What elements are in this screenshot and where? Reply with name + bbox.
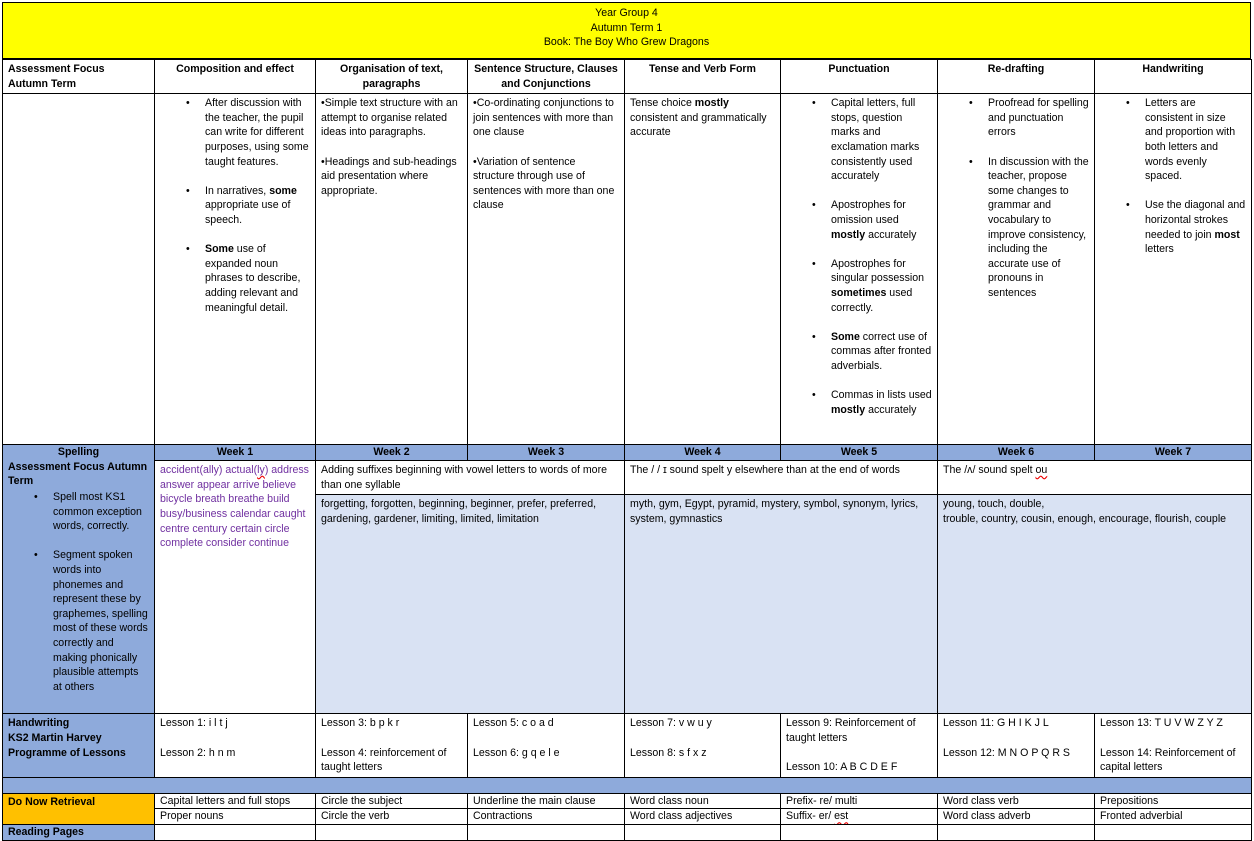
- do-now-item: Word class adjectives: [625, 809, 781, 825]
- punctuation-point: • Capital letters, full stops, question marks and exclamation marks consistently used accurately: [786, 96, 932, 184]
- do-now-row-1: [3, 793, 1252, 809]
- do-now-item: Prepositions: [1095, 793, 1252, 809]
- week-2-header: Week 2: [316, 445, 468, 461]
- reading-cell: [1095, 824, 1252, 840]
- punctuation-point: • Commas in lists used mostly accurately: [786, 388, 932, 417]
- do-now-item: Word class verb: [938, 793, 1095, 809]
- do-now-item: Contractions: [468, 809, 625, 825]
- plan-table: [2, 59, 1252, 841]
- assessment-header-row: [3, 60, 1252, 94]
- spelling-focus-point: • Spell most KS1 common exception words, correctly.: [8, 490, 149, 534]
- redrafting-cell: [938, 94, 1095, 445]
- assessment-focus-header: [3, 60, 155, 94]
- lesson-cell: Lesson 1: i l t j Lesson 2: h n m: [155, 714, 316, 777]
- week-5-header: Week 5: [781, 445, 938, 461]
- organisation-header: Organisation of text, paragraphs: [316, 60, 468, 94]
- redrafting-point: • Proofread for spelling and punctuation errors: [943, 96, 1089, 140]
- weeks-6-7-rule: The /ʌ/ sound spelt ou: [938, 461, 1252, 495]
- autumn-label: Autumn Term: [8, 77, 77, 90]
- reading-cell: [625, 824, 781, 840]
- composition-header: Composition and effect: [155, 60, 316, 94]
- term: Autumn Term 1: [590, 21, 663, 34]
- lesson-cell: Lesson 7: v w u y Lesson 8: s f x z: [625, 714, 781, 777]
- week-4-header: Week 4: [625, 445, 781, 461]
- do-now-item: Suffix- er/ est: [781, 809, 938, 825]
- lesson-cell: Lesson 5: c o a d Lesson 6: g q e l e: [468, 714, 625, 777]
- spelling-sub1: Assessment Focus Autumn: [8, 460, 148, 473]
- reading-cell: [316, 824, 468, 840]
- reading-cell: [468, 824, 625, 840]
- week-1-header: Week 1: [155, 445, 316, 461]
- redrafting-point: • In discussion with the teacher, propose some changes to grammar and vocabulary to improve consistency, including the accurate use of pronouns in sentences: [943, 155, 1089, 301]
- reading-cell: [938, 824, 1095, 840]
- reading-pages-row: [3, 824, 1252, 840]
- organisation-point: •Simple text structure with an attempt to organise related ideas into paragraphs.: [321, 97, 458, 139]
- separator-bar: [3, 777, 1252, 793]
- lesson-cell: Lesson 9: Reinforcement of taught letters Lesson 10: A B C D E F: [781, 714, 938, 777]
- do-now-item: Word class adverb: [938, 809, 1095, 825]
- spelling-rule-row: [3, 461, 1252, 495]
- week-header-row: [3, 445, 1252, 461]
- assessment-label: Assessment Focus: [8, 63, 105, 75]
- composition-point: • In narratives, some appropriate use of speech.: [160, 184, 310, 228]
- sentence-header: Sentence Structure, Clauses and Conjunctions: [468, 60, 625, 94]
- do-now-item: Circle the verb: [316, 809, 468, 825]
- do-now-item: Capital letters and full stops: [155, 793, 316, 809]
- do-now-item: Word class noun: [625, 793, 781, 809]
- punctuation-point: • Apostrophes for omission used mostly accurately: [786, 198, 932, 242]
- title-banner: [2, 2, 1251, 59]
- handwriting-cell: [1095, 94, 1252, 445]
- week-6-header: Week 6: [938, 445, 1095, 461]
- spelling-focus-point: • Segment spoken words into phonemes and represent these by graphemes, spelling most of these words correctly and making phonically plausible attempts at others: [8, 548, 149, 694]
- organisation-point: •Headings and sub-headings aid presentation where appropriate.: [321, 155, 457, 197]
- punctuation-cell: [781, 94, 938, 445]
- weeks-4-5-rule: The / / ɪ sound spelt y elsewhere than at the end of words: [625, 461, 938, 495]
- tense-header: Tense and Verb Form: [625, 60, 781, 94]
- book: Book: The Boy Who Grew Dragons: [543, 36, 710, 48]
- weeks-2-3-words: forgetting, forgotten, beginning, beginner, prefer, preferred, gardening, gardener, limiting, limited, limitation: [316, 495, 625, 714]
- weeks-4-5-words: myth, gym, Egypt, pyramid, mystery, symbol, synonym, lyrics, system, gymnastics: [625, 495, 938, 714]
- week-1-words: accident(ally) actual(ly) address answer appear arrive believe bicycle breath breathe build busy/business calendar caught centre century certain circle complete consider continue: [155, 461, 316, 714]
- do-now-item: Underline the main clause: [468, 793, 625, 809]
- weeks-2-3-rule: Adding suffixes beginning with vowel letters to words of more than one syllable: [316, 461, 625, 495]
- do-now-row-2: [3, 809, 1252, 825]
- do-now-label: Do Now Retrieval: [3, 793, 155, 824]
- handwriting-point: • Use the diagonal and horizontal strokes needed to join most letters: [1100, 198, 1246, 256]
- assessment-content-row: [3, 94, 1252, 445]
- lesson-cell: Lesson 11: G H I K J L Lesson 12: M N O P Q R S: [938, 714, 1095, 777]
- year-group: Year Group 4: [595, 7, 658, 19]
- composition-point: • After discussion with the teacher, the pupil can write for different purposes, using some taught features.: [160, 96, 310, 169]
- redrafting-header: Re-drafting: [938, 60, 1095, 94]
- do-now-item: Fronted adverbial: [1095, 809, 1252, 825]
- sentence-point: •Co-ordinating conjunctions to join sentences with more than one clause: [473, 97, 614, 139]
- spelling-title: Spelling: [57, 446, 100, 459]
- handwriting-point: • Letters are consistent in size and proportion with both letters and words evenly spaced.: [1100, 96, 1246, 184]
- empty-cell: [3, 94, 155, 445]
- sentence-point: •Variation of sentence structure through use of sentences with more than one clause: [473, 155, 615, 212]
- sentence-cell: [468, 94, 625, 445]
- lesson-cell: Lesson 13: T U V W Z Y Z Lesson 14: Reinforcement of capital letters: [1095, 714, 1252, 777]
- tense-cell: Tense choice mostly consistent and grammatically accurate: [625, 94, 781, 445]
- reading-cell: [155, 824, 316, 840]
- do-now-item: Prefix- re/ multi: [781, 793, 938, 809]
- weeks-6-7-words: young, touch, double, trouble, country, cousin, enough, encourage, flourish, couple: [938, 495, 1252, 714]
- organisation-cell: [316, 94, 468, 445]
- reading-cell: [781, 824, 938, 840]
- handwriting-lessons-row: [3, 714, 1252, 777]
- do-now-item: Circle the subject: [316, 793, 468, 809]
- punctuation-header: Punctuation: [781, 60, 938, 94]
- separator-row: [3, 777, 1252, 793]
- week-3-header: Week 3: [468, 445, 625, 461]
- composition-cell: [155, 94, 316, 445]
- punctuation-point: • Apostrophes for singular possession sometimes used correctly.: [786, 257, 932, 315]
- spelling-side-cell: [3, 445, 155, 714]
- composition-point: • Some use of expanded noun phrases to describe, adding relevant and meaningful detail.: [160, 242, 310, 315]
- handwriting-programme-label: Handwriting KS2 Martin Harvey Programme of Lessons: [3, 714, 155, 777]
- handwriting-header: Handwriting: [1095, 60, 1252, 94]
- week-7-header: Week 7: [1095, 445, 1252, 461]
- spelling-sub2: Term: [8, 475, 34, 488]
- punctuation-point: • Some correct use of commas after fronted adverbials.: [786, 330, 932, 374]
- lesson-cell: Lesson 3: b p k r Lesson 4: reinforcement of taught letters: [316, 714, 468, 777]
- do-now-item: Proper nouns: [155, 809, 316, 825]
- reading-pages-label: Reading Pages: [3, 824, 155, 840]
